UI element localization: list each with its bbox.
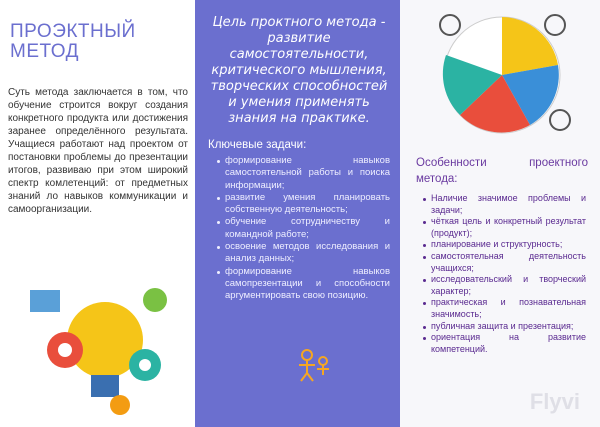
list-item: формирование навыков самостоятельной работы и поиска информации; — [216, 155, 390, 192]
list-item: практическая и познавательная значимость; — [422, 297, 586, 320]
heading-line-2: метода: — [416, 173, 458, 185]
team-collaboration-illustration — [430, 5, 575, 140]
features-list — [422, 193, 586, 355]
page-title — [10, 22, 136, 62]
list-item: освоение методов исследования и анализ данных; — [216, 241, 390, 266]
tasks-heading: Ключевые задачи: — [208, 139, 307, 151]
lightbulb-gears-illustration — [25, 270, 185, 420]
list-item: исследовательский и творческий характер; — [422, 274, 586, 297]
title-line-2: МЕТОД — [10, 41, 79, 62]
heading-line-1: Особенности проектного — [416, 157, 588, 169]
list-item: самостоятельная деятельность учащихся; — [422, 251, 586, 274]
list-item: публичная защита и презентация; — [422, 321, 586, 333]
left-panel — [0, 0, 198, 427]
list-item: Наличие значимое проблемы и задачи; — [422, 193, 586, 216]
method-description: Суть метода заключается в том, что обучение строится вокруг создания конкретного продукта или достижения заранее определённого результата. Учащиеся работают над проектом от постановки проблемы до презентации итогов, развиваю при этом широкий спектр комлетенций: от предметных знаний ло навыков коммуникации и самоорганизации. — [8, 87, 188, 215]
list-item: планирование и структурность; — [422, 239, 586, 251]
children-drawing-icon — [293, 345, 333, 385]
list-item: развитие умения планировать собственную деятельность; — [216, 192, 390, 217]
watermark: Flyvi — [529, 389, 580, 414]
tasks-list — [216, 155, 390, 303]
list-item: ориентация на развитие компетенций. — [422, 332, 586, 355]
goal-statement: Цель проктного метода - развитие самостоятельности, критического мышления, творческих способностей и умения применять знания на практике. — [210, 15, 388, 126]
middle-panel — [198, 0, 400, 427]
list-item: формирование навыков самопрезентации и способности аргументировать свою позицию. — [216, 266, 390, 303]
features-heading — [416, 155, 588, 187]
right-panel — [400, 0, 600, 427]
title-line-1: ПРОЭКТНЫЙ — [10, 21, 136, 42]
list-item: чёткая цель и конкретный результат (продукт); — [422, 216, 586, 239]
list-item: обучение сотрудничеству и командной работе; — [216, 216, 390, 241]
